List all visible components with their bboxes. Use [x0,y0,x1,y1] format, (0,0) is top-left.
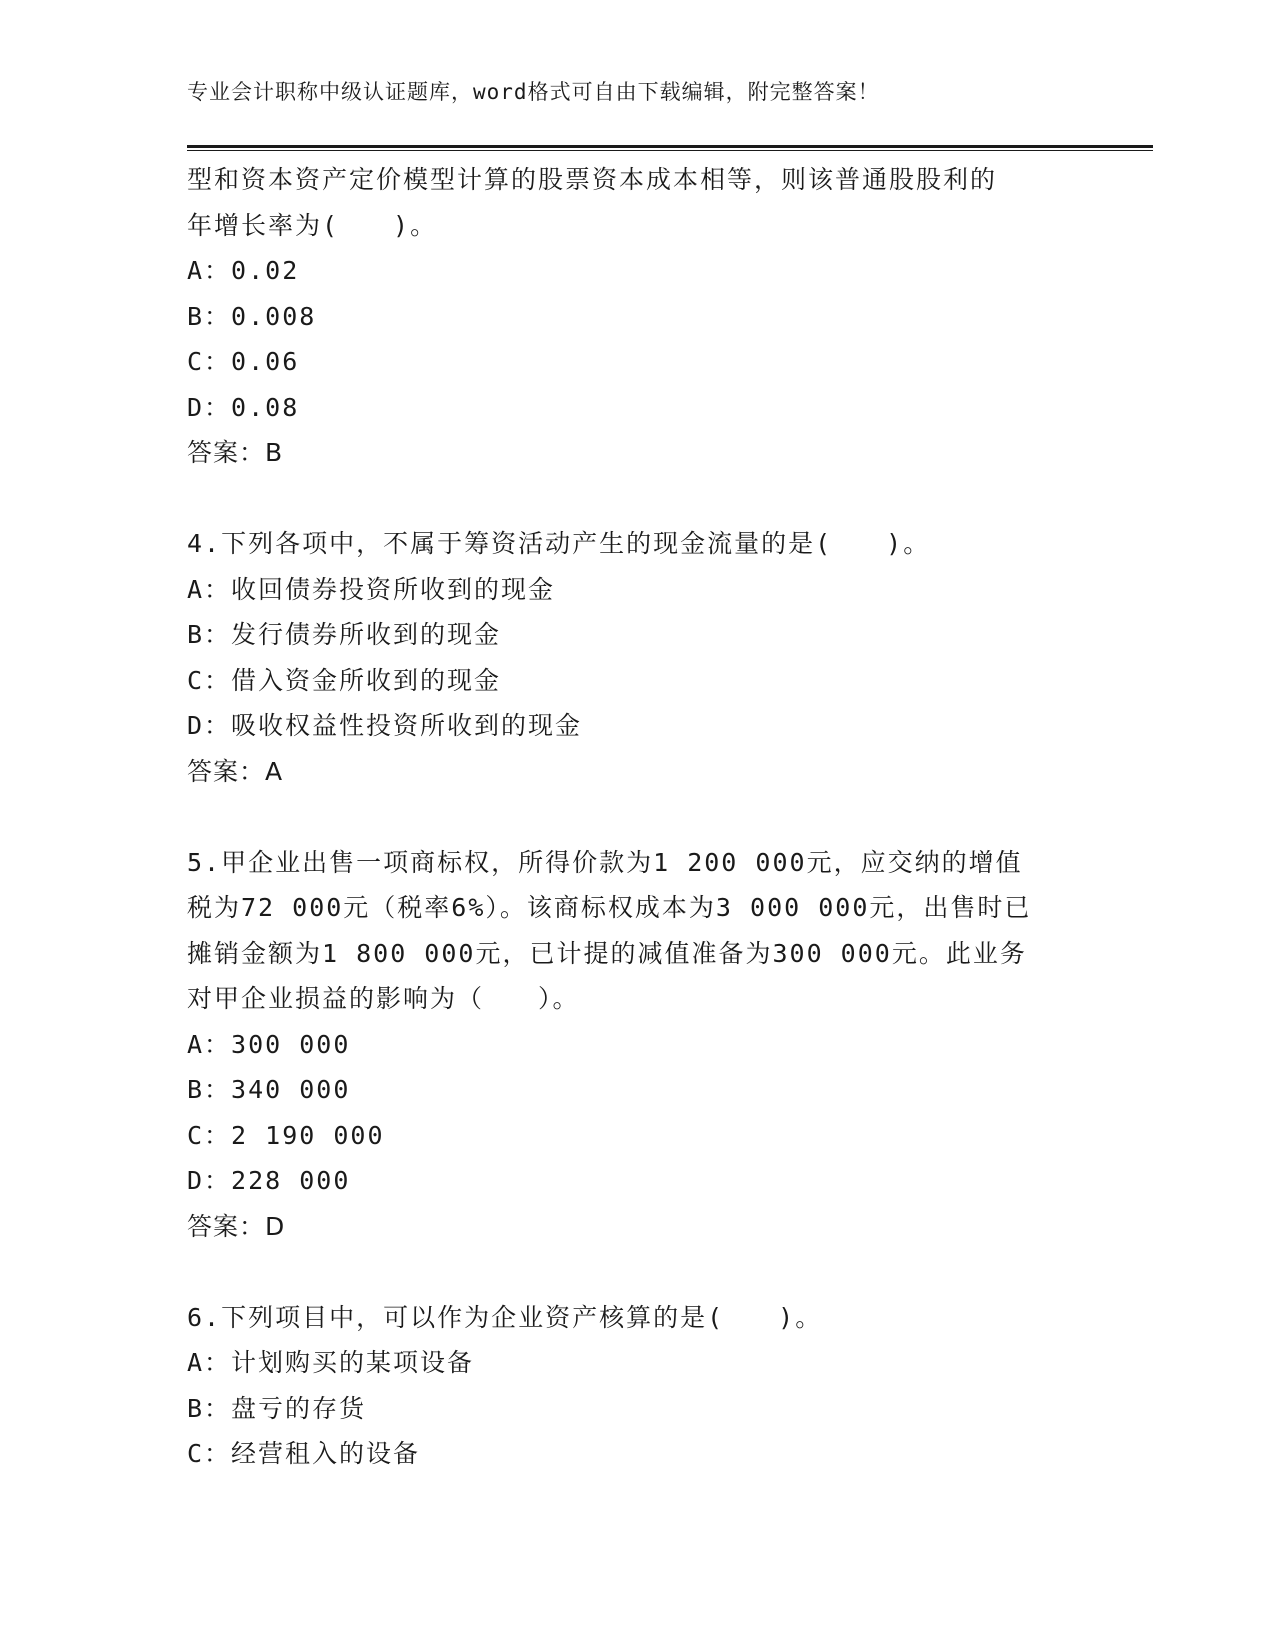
page-header: 专业会计职称中级认证题库，word格式可自由下载编辑，附完整答案！ [187,80,880,104]
question-text-line: 6.下列项目中，可以作为企业资产核算的是( )。 [187,1302,823,1332]
option-b: B：发行债券所收到的现金 [187,620,502,649]
document-body [187,157,1087,1477]
question-text-line: 年增长率为( )。 [187,210,438,240]
question-text-line: 5.甲企业出售一项商标权，所得价款为1 200 000元，应交纳的增值 [187,847,1023,877]
option-c: C：借入资金所收到的现金 [187,665,502,695]
question-3-continued [187,157,1087,476]
question-text-line: 4.下列各项中，不属于筹资活动产生的现金流量的是( )。 [187,529,931,558]
question-6 [187,1295,1087,1477]
option-c: C：经营租入的设备 [187,1439,421,1468]
spacer [187,1249,1087,1295]
option-d: D：228 000 [187,1166,351,1195]
question-5 [187,840,1087,1250]
option-a: A：0.02 [187,256,300,285]
option-c: C：0.06 [187,347,300,376]
option-d: D：吸收权益性投资所收到的现金 [187,711,583,740]
header-rule [187,145,1153,151]
option-a: A：300 000 [187,1029,351,1059]
question-text-line: 对甲企业损益的影响为（ ）。 [187,984,580,1013]
spacer [187,476,1087,522]
spacer [187,794,1087,840]
answer: 答案：B [187,438,284,467]
option-c: C：2 190 000 [187,1120,385,1150]
question-text-line: 摊销金额为1 800 000元，已计提的减值准备为300 000元。此业务 [187,938,1027,968]
option-a: A：计划购买的某项设备 [187,1348,475,1377]
option-b: B：340 000 [187,1075,351,1104]
header-rule-thin [187,150,1153,151]
option-a: A：收回债券投资所收到的现金 [187,574,556,604]
option-d: D：0.08 [187,392,300,422]
question-text-line: 型和资本资产定价模型计算的股票资本成本相等，则该普通股股利的 [187,165,998,194]
question-4 [187,521,1087,794]
answer: 答案：A [187,756,284,786]
question-text-line: 税为72 000元（税率6%）。该商标权成本为3 000 000元，出售时已 [187,893,1032,922]
option-b: B：盘亏的存货 [187,1393,367,1423]
option-b: B：0.008 [187,301,317,331]
answer: 答案：D [187,1211,286,1241]
header-rule-thick [187,145,1153,148]
